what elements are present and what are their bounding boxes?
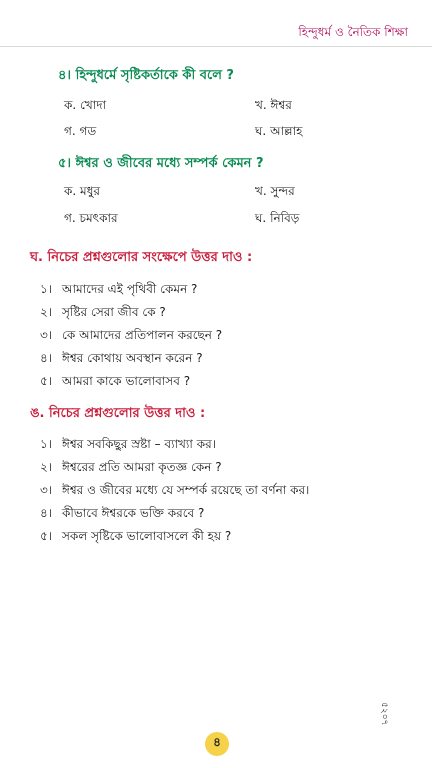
mcq-question-4: [58, 66, 234, 87]
short-question-item: ৫। আমরা কাকে ভালোবাসব ?: [40, 374, 191, 388]
option-kha: খ. সুন্দর: [255, 184, 295, 198]
option-ga: গ. চমৎকার: [64, 211, 118, 225]
page-number-badge: ৪: [205, 732, 229, 756]
long-question-item: ৩। ঈশ্বর ও জীবের মধ্যে যে সম্পর্ক রয়েছে তা বর্ণনা কর।: [40, 483, 310, 497]
option-gha: ঘ. নিবিড়: [255, 211, 300, 225]
option-kha: খ. ঈশ্বর: [255, 98, 292, 112]
option-ka: ক. খোদা: [64, 98, 107, 112]
long-answer-section-title: ঙ. নিচের প্রশ্নগুলোর উত্তর দাও :: [30, 406, 206, 421]
running-header-title: হিন্দুধর্ম ও নৈতিক শিক্ষা: [298, 25, 408, 39]
question-text: হিন্দুধর্মে সৃষ্টিকর্তাকে কী বলে ?: [75, 68, 234, 83]
short-question-item: ৩। কে আমাদের প্রতিপালন করছেন ?: [40, 328, 223, 342]
option-ga: গ. গড: [64, 124, 97, 138]
side-print-code: ৫২০৭: [379, 702, 389, 726]
question-text: ঈশ্বর ও জীবের মধ্যে সম্পর্ক কেমন ?: [75, 156, 264, 171]
short-answer-section-title: ঘ. নিচের প্রশ্নগুলোর সংক্ষেপে উত্তর দাও :: [30, 250, 253, 265]
short-question-item: ২। সৃষ্টির সেরা জীব কে ?: [40, 305, 166, 319]
option-ka: ক. মধুর: [64, 184, 101, 198]
question-number: ৪।: [58, 68, 72, 83]
short-question-item: ৪। ঈশ্বর কোথায় অবস্থান করেন ?: [40, 351, 203, 365]
question-number: ৫।: [58, 156, 72, 171]
option-gha: ঘ. আল্লাহ: [255, 124, 303, 138]
short-question-item: ১। আমাদের এই পৃথিবী কেমন ?: [40, 282, 198, 296]
long-question-item: ২। ঈশ্বরের প্রতি আমরা কৃতজ্ঞ কেন ?: [40, 460, 222, 474]
long-question-item: ৫। সকল সৃষ্টিকে ভালোবাসলে কী হয় ?: [40, 529, 232, 543]
long-question-item: ১। ঈশ্বর সবকিছুর স্রষ্টা – ব্যাখ্যা কর।: [40, 437, 216, 451]
long-question-item: ৪। কীভাবে ঈশ্বরকে ভক্তি করবে ?: [40, 506, 205, 520]
header-divider: [0, 46, 432, 47]
mcq-question-5: [58, 154, 264, 175]
